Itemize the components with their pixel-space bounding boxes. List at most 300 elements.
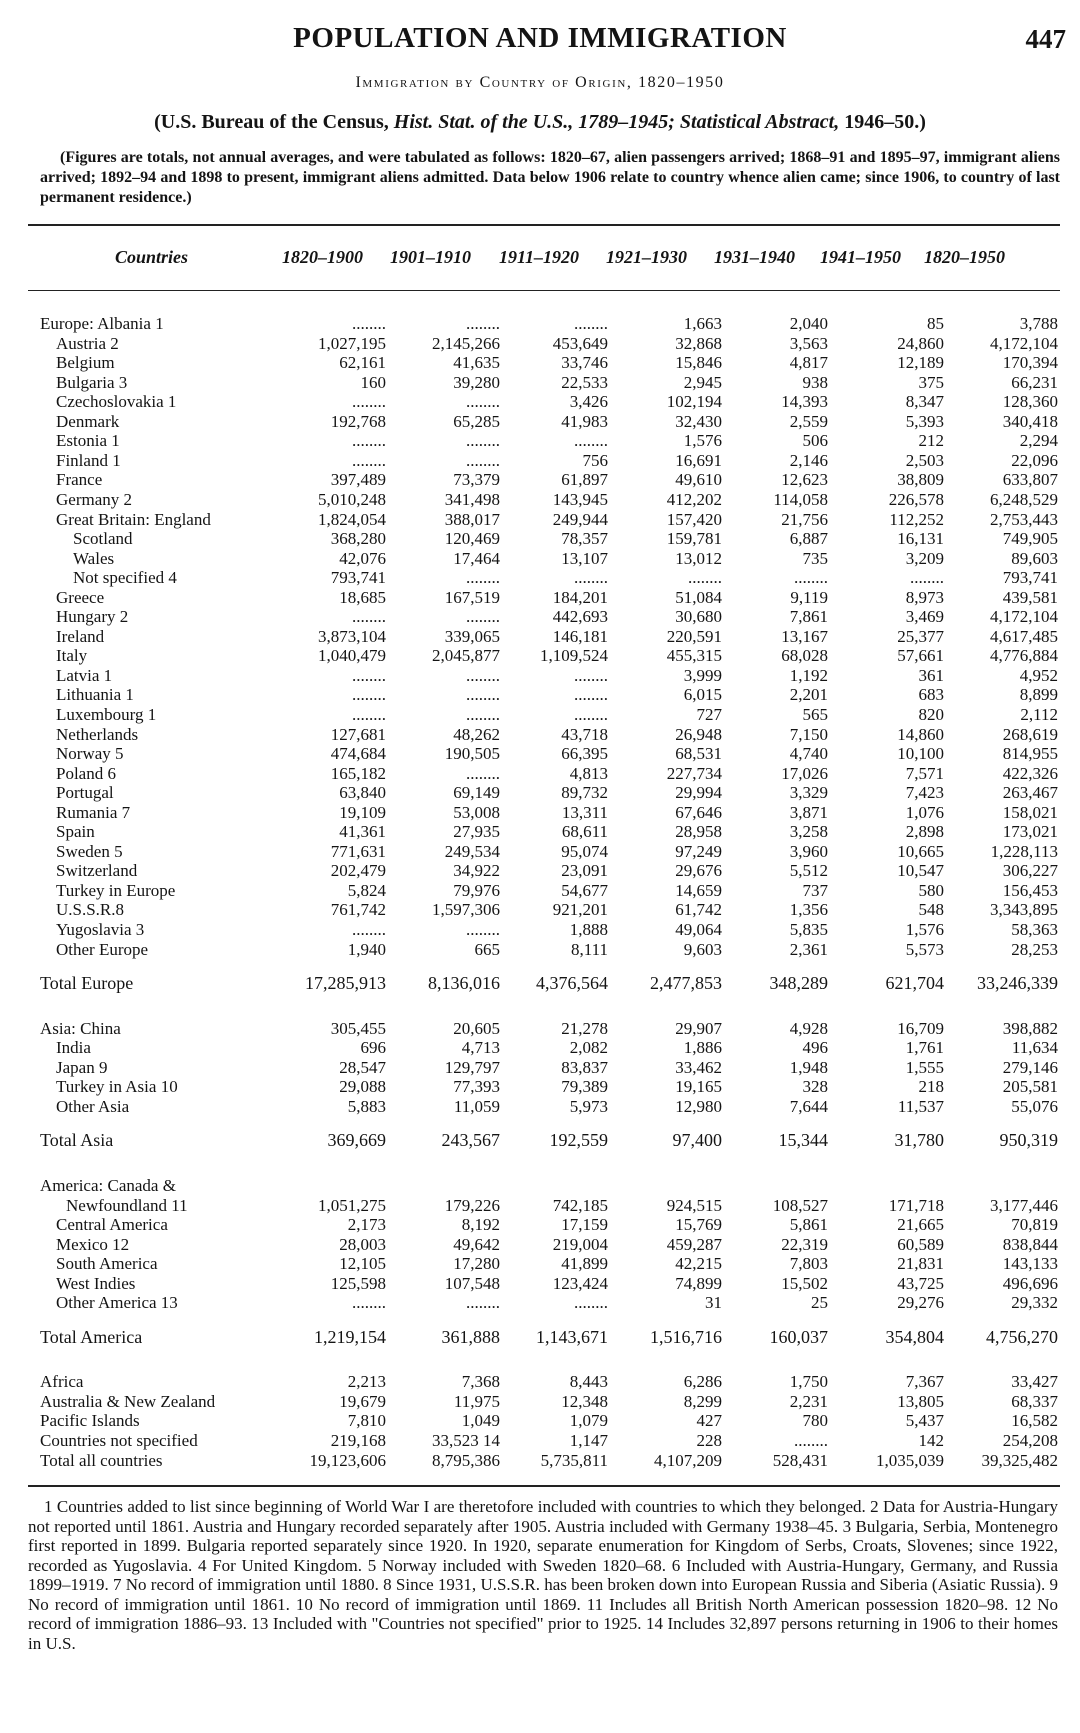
cell-1931–1940: 4,817 bbox=[789, 353, 828, 372]
cell-1820–1900: 17,285,913 bbox=[305, 973, 386, 993]
cell-1941–1950: 1,076 bbox=[905, 803, 944, 822]
cell-1820–1900: ........ bbox=[352, 705, 386, 724]
cell-1820–1950: 3,343,895 bbox=[990, 900, 1058, 919]
cell-1911–1920: 13,311 bbox=[561, 803, 608, 822]
table-row bbox=[0, 1077, 1080, 1097]
row-label: Netherlands bbox=[56, 725, 139, 744]
row-label: Poland 6 bbox=[56, 764, 116, 783]
cell-1941–1950: 683 bbox=[918, 685, 944, 704]
cell-1901–1910: 339,065 bbox=[444, 627, 500, 646]
cell-1820–1950: 496,696 bbox=[1002, 1274, 1058, 1293]
cell-1931–1940: 114,058 bbox=[773, 490, 828, 509]
cell-1921–1930: 29,907 bbox=[675, 1019, 722, 1038]
cell-1931–1940: 4,740 bbox=[789, 744, 828, 763]
cell-1820–1950: 39,325,482 bbox=[981, 1451, 1058, 1470]
cell-1901–1910: 243,567 bbox=[441, 1130, 500, 1150]
cell-1941–1950: 2,503 bbox=[905, 451, 944, 470]
cell-1820–1900: 5,883 bbox=[347, 1097, 386, 1116]
table-row bbox=[0, 1235, 1080, 1255]
cell-1820–1900: 125,598 bbox=[330, 1274, 386, 1293]
cell-1820–1950: 398,882 bbox=[1002, 1019, 1058, 1038]
row-label: Denmark bbox=[56, 412, 120, 431]
cell-1921–1930: 924,515 bbox=[666, 1196, 722, 1215]
cell-1820–1950: 814,955 bbox=[1002, 744, 1058, 763]
cell-1901–1910: 17,280 bbox=[453, 1254, 500, 1273]
column-header-1901-1910: 1901–1910 bbox=[390, 247, 471, 267]
cell-1941–1950: 5,437 bbox=[905, 1411, 944, 1430]
row-label: America: Canada & bbox=[40, 1176, 176, 1195]
row-label: Turkey in Europe bbox=[56, 881, 176, 900]
cell-1820–1900: 192,768 bbox=[330, 412, 386, 431]
cell-1820–1950: 173,021 bbox=[1002, 822, 1058, 841]
cell-1921–1930: 102,194 bbox=[666, 392, 722, 411]
cell-1901–1910: 41,635 bbox=[453, 353, 500, 372]
row-label: Total Europe bbox=[40, 973, 134, 993]
cell-1820–1950: 33,246,339 bbox=[977, 973, 1058, 993]
cell-1931–1940: 565 bbox=[802, 705, 828, 724]
cell-1901–1910: ........ bbox=[466, 705, 500, 724]
cell-1820–1900: 1,824,054 bbox=[318, 510, 386, 529]
cell-1901–1910: 73,379 bbox=[453, 470, 500, 489]
cell-1901–1910: ........ bbox=[466, 666, 500, 685]
cell-1901–1910: 179,226 bbox=[444, 1196, 500, 1215]
cell-1941–1950: 1,576 bbox=[905, 920, 944, 939]
table-row bbox=[0, 1451, 1080, 1471]
row-label: Turkey in Asia 10 bbox=[56, 1077, 178, 1096]
cell-1941–1950: 5,573 bbox=[905, 940, 944, 959]
cell-1911–1920: 219,004 bbox=[552, 1235, 608, 1254]
cell-1911–1920: 13,107 bbox=[561, 549, 608, 568]
cell-1820–1900: ........ bbox=[352, 920, 386, 939]
column-header-1820-1950: 1820–1950 bbox=[924, 247, 1005, 267]
cell-1820–1950: 58,363 bbox=[1011, 920, 1058, 939]
cell-1820–1900: 1,940 bbox=[347, 940, 386, 959]
cell-1921–1930: 32,868 bbox=[675, 334, 722, 353]
row-label: Sweden 5 bbox=[56, 842, 123, 861]
cell-1901–1910: 34,922 bbox=[453, 861, 500, 880]
cell-1901–1910: 77,393 bbox=[453, 1077, 500, 1096]
cell-1820–1900: 5,824 bbox=[347, 881, 386, 900]
row-label: Bulgaria 3 bbox=[56, 373, 128, 392]
cell-1820–1900: 127,681 bbox=[330, 725, 386, 744]
cell-1921–1930: 29,676 bbox=[675, 861, 722, 880]
cell-1921–1930: 1,663 bbox=[683, 314, 722, 333]
cell-1931–1940: 2,361 bbox=[789, 940, 828, 959]
cell-1931–1940: 4,928 bbox=[789, 1019, 828, 1038]
cell-1931–1940: 496 bbox=[802, 1038, 828, 1057]
cell-1921–1930: 97,249 bbox=[675, 842, 722, 861]
table-row bbox=[0, 412, 1080, 432]
cell-1911–1920: 5,973 bbox=[569, 1097, 608, 1116]
cell-1901–1910: 249,534 bbox=[444, 842, 500, 861]
table-row bbox=[0, 334, 1080, 354]
table-row bbox=[0, 666, 1080, 686]
cell-1901–1910: 4,713 bbox=[461, 1038, 500, 1057]
cell-1901–1910: 48,262 bbox=[453, 725, 500, 744]
page-number: 447 bbox=[1025, 24, 1066, 54]
table-row bbox=[0, 1019, 1080, 1039]
cell-1820–1950: 749,905 bbox=[1002, 529, 1058, 548]
cell-1921–1930: 412,202 bbox=[666, 490, 722, 509]
cell-1820–1950: 2,294 bbox=[1019, 431, 1058, 450]
cell-1941–1950: 25,377 bbox=[897, 627, 944, 646]
source-suffix: 1946–50.) bbox=[844, 111, 926, 133]
table-row bbox=[0, 588, 1080, 608]
cell-1820–1950: 128,360 bbox=[1002, 392, 1058, 411]
table-row bbox=[0, 490, 1080, 510]
table-row bbox=[0, 1372, 1080, 1392]
cell-1941–1950: 8,347 bbox=[905, 392, 944, 411]
table-row bbox=[0, 764, 1080, 784]
cell-1921–1930: ........ bbox=[688, 568, 722, 587]
cell-1901–1910: 27,935 bbox=[453, 822, 500, 841]
cell-1931–1940: 328 bbox=[802, 1077, 828, 1096]
cell-1820–1900: 18,685 bbox=[339, 588, 386, 607]
cell-1921–1930: 51,084 bbox=[675, 588, 722, 607]
cell-1931–1940: 7,644 bbox=[789, 1097, 828, 1116]
row-label: Ireland bbox=[56, 627, 105, 646]
cell-1911–1920: 17,159 bbox=[561, 1215, 608, 1234]
cell-1931–1940: 528,431 bbox=[772, 1451, 828, 1470]
row-label: Other Europe bbox=[56, 940, 149, 959]
cell-1941–1950: 57,661 bbox=[897, 646, 944, 665]
cell-1941–1950: 375 bbox=[918, 373, 944, 392]
cell-1901–1910: 8,192 bbox=[461, 1215, 500, 1234]
cell-1931–1940: 2,559 bbox=[789, 412, 828, 431]
total-row bbox=[0, 973, 1080, 993]
cell-1820–1900: 165,182 bbox=[330, 764, 386, 783]
cell-1911–1920: 8,443 bbox=[569, 1372, 608, 1391]
cell-1820–1900: 1,051,275 bbox=[318, 1196, 386, 1215]
cell-1820–1950: 8,899 bbox=[1019, 685, 1058, 704]
row-label: Not specified 4 bbox=[73, 568, 177, 587]
cell-1820–1900: ........ bbox=[352, 451, 386, 470]
cell-1911–1920: 1,143,671 bbox=[536, 1327, 608, 1347]
table-row bbox=[0, 353, 1080, 373]
column-header-countries: Countries bbox=[115, 247, 189, 267]
table-subtitle: Immigration by Country of Origin, 1820–1950 bbox=[355, 74, 725, 91]
table-row bbox=[0, 510, 1080, 530]
row-label: Hungary 2 bbox=[56, 607, 129, 626]
cell-1941–1950: 621,704 bbox=[885, 973, 944, 993]
cell-1931–1940: 3,563 bbox=[789, 334, 828, 353]
cell-1911–1920: 41,983 bbox=[561, 412, 608, 431]
cell-1820–1950: 422,326 bbox=[1002, 764, 1058, 783]
cell-1931–1940: 1,948 bbox=[789, 1058, 828, 1077]
cell-1901–1910: 341,498 bbox=[444, 490, 500, 509]
row-label: Norway 5 bbox=[56, 744, 124, 763]
row-label: Finland 1 bbox=[56, 451, 121, 470]
cell-1941–1950: 38,809 bbox=[897, 470, 944, 489]
cell-1820–1900: 3,873,104 bbox=[318, 627, 386, 646]
cell-1820–1950: 158,021 bbox=[1002, 803, 1058, 822]
table-note-text: (Figures are totals, not annual averages, and were tabulated as follows: 1820–67, alien passengers arrived; 1868–91 and 1895–97, immigrant aliens arrived; 1892–94 and 1898 to present, immigrant aliens admitted. Data below 1906 relate to country whence alien came; since 1906, to country of last permanent residence.) bbox=[40, 149, 1060, 206]
table-row bbox=[0, 783, 1080, 803]
cell-1931–1940: 3,258 bbox=[789, 822, 828, 841]
cell-1911–1920: 123,424 bbox=[552, 1274, 608, 1293]
source-prefix: (U.S. Bureau of the Census, bbox=[154, 111, 389, 133]
cell-1820–1900: ........ bbox=[352, 314, 386, 333]
table-row bbox=[0, 920, 1080, 940]
cell-1901–1910: 17,464 bbox=[453, 549, 500, 568]
table-row bbox=[0, 568, 1080, 588]
cell-1911–1920: 192,559 bbox=[549, 1130, 608, 1150]
cell-1921–1930: 30,680 bbox=[675, 607, 722, 626]
cell-1911–1920: 33,746 bbox=[561, 353, 608, 372]
table-row bbox=[0, 627, 1080, 647]
cell-1941–1950: 11,537 bbox=[897, 1097, 944, 1116]
cell-1921–1930: 220,591 bbox=[666, 627, 722, 646]
table-row bbox=[0, 842, 1080, 862]
cell-1820–1950: 306,227 bbox=[1002, 861, 1058, 880]
footnotes-text: 1 Countries added to list since beginning of World War I are theretofore included with countries to which they belonged. 2 Data for Austria-Hungary not reported until 1861. Austria and Hungary recorded separately after 1905. Austria included with Germany 1938–45. 3 Bulgaria, Serbia, Montenegro first reported in 1899. Bulgaria reported separately since 1920. In 1920, separate enumeration for Kingdom of Serbs, Croats, Slovenes; since 1922, recorded as Yugoslavia. 4 For United Kingdom. 5 Norway included with Sweden 1820–68. 6 Included with Austria-Hungary, Germany, and Russia 1899–1919. 7 No record of immigration until 1880. 8 Since 1931, U.S.S.R. has been broken down into European Russia and Siberia (Asiatic Russia). 9 No record of immigration until 1861. 10 No record of immigration until 1869. 11 Includes all British North American possession 1820–98. 12 No record of immigration 1886–93. 13 Included with "Countries not specified" prior to 1925. 14 Includes 32,897 persons returning in 1906 to their homes in U.S. bbox=[28, 1497, 1058, 1653]
cell-1921–1930: 49,064 bbox=[675, 920, 722, 939]
cell-1941–1950: 10,547 bbox=[897, 861, 944, 880]
cell-1911–1920: 1,888 bbox=[569, 920, 608, 939]
cell-1931–1940: 68,028 bbox=[781, 646, 828, 665]
cell-1901–1910: 7,368 bbox=[461, 1372, 500, 1391]
cell-1820–1900: 305,455 bbox=[330, 1019, 386, 1038]
cell-1931–1940: 22,319 bbox=[781, 1235, 828, 1254]
cell-1820–1950: 16,582 bbox=[1011, 1411, 1058, 1430]
cell-1921–1930: 6,015 bbox=[683, 685, 722, 704]
cell-1911–1920: 78,357 bbox=[561, 529, 608, 548]
cell-1911–1920: ........ bbox=[574, 568, 608, 587]
cell-1901–1910: 665 bbox=[474, 940, 500, 959]
cell-1921–1930: 31 bbox=[705, 1293, 722, 1312]
source-works: Hist. Stat. of the U.S., 1789–1945; Statistical Abstract, bbox=[393, 111, 840, 133]
cell-1820–1950: 3,788 bbox=[1019, 314, 1058, 333]
cell-1820–1950: 66,231 bbox=[1011, 373, 1058, 392]
row-label: Asia: China bbox=[40, 1019, 121, 1038]
table-row bbox=[0, 1097, 1080, 1117]
row-label: Great Britain: England bbox=[56, 510, 211, 529]
cell-1820–1900: 368,280 bbox=[330, 529, 386, 548]
cell-1820–1950: 29,332 bbox=[1011, 1293, 1058, 1312]
cell-1931–1940: 1,750 bbox=[789, 1372, 828, 1391]
cell-1911–1920: 146,181 bbox=[552, 627, 608, 646]
cell-1941–1950: 7,423 bbox=[905, 783, 944, 802]
cell-1901–1910: 53,008 bbox=[453, 803, 500, 822]
cell-1901–1910: 361,888 bbox=[441, 1327, 500, 1347]
column-header-1931-1940: 1931–1940 bbox=[714, 247, 795, 267]
cell-1820–1950: 4,756,270 bbox=[986, 1327, 1058, 1347]
cell-1820–1900: 19,679 bbox=[339, 1392, 386, 1411]
cell-1820–1900: 19,109 bbox=[339, 803, 386, 822]
cell-1921–1930: 97,400 bbox=[672, 1130, 722, 1150]
row-label: Wales bbox=[73, 549, 115, 568]
cell-1921–1930: 4,107,209 bbox=[654, 1451, 722, 1470]
cell-1921–1930: 427 bbox=[696, 1411, 722, 1430]
cell-1820–1900: 41,361 bbox=[339, 822, 386, 841]
table-row bbox=[0, 744, 1080, 764]
cell-1931–1940: 13,167 bbox=[781, 627, 828, 646]
table-row bbox=[0, 1431, 1080, 1451]
cell-1820–1950: 4,172,104 bbox=[990, 607, 1058, 626]
cell-1921–1930: 67,646 bbox=[675, 803, 722, 822]
cell-1911–1920: 184,201 bbox=[552, 588, 608, 607]
table-row bbox=[0, 900, 1080, 920]
cell-1820–1900: 2,213 bbox=[347, 1372, 386, 1391]
cell-1820–1900: 761,742 bbox=[330, 900, 386, 919]
cell-1820–1900: 2,173 bbox=[347, 1215, 386, 1234]
row-label: Newfoundland 11 bbox=[66, 1196, 188, 1215]
cell-1921–1930: 13,012 bbox=[675, 549, 722, 568]
cell-1911–1920: 143,945 bbox=[552, 490, 608, 509]
table-row bbox=[0, 881, 1080, 901]
cell-1820–1900: 202,479 bbox=[330, 861, 386, 880]
cell-1820–1900: 474,684 bbox=[330, 744, 386, 763]
row-label: U.S.S.R.8 bbox=[56, 900, 125, 919]
cell-1921–1930: 14,659 bbox=[675, 881, 722, 900]
table-row bbox=[0, 822, 1080, 842]
cell-1941–1950: 7,367 bbox=[905, 1372, 944, 1391]
cell-1931–1940: 14,393 bbox=[781, 392, 828, 411]
cell-1911–1920: 54,677 bbox=[561, 881, 608, 900]
cell-1941–1950: 2,898 bbox=[905, 822, 944, 841]
cell-1921–1930: 2,945 bbox=[683, 373, 722, 392]
cell-1941–1950: 1,555 bbox=[905, 1058, 944, 1077]
cell-1911–1920: 3,426 bbox=[569, 392, 608, 411]
column-header-1911-1920: 1911–1920 bbox=[498, 247, 579, 267]
cell-1941–1950: 14,860 bbox=[897, 725, 944, 744]
column-header-1941-1950: 1941–1950 bbox=[820, 247, 901, 267]
cell-1901–1910: 79,976 bbox=[453, 881, 500, 900]
cell-1931–1940: 348,289 bbox=[769, 973, 828, 993]
row-label: Germany 2 bbox=[56, 490, 133, 509]
cell-1820–1950: 11,634 bbox=[1011, 1038, 1058, 1057]
cell-1911–1920: 5,735,811 bbox=[540, 1451, 608, 1470]
table-row bbox=[0, 1274, 1080, 1294]
row-label: Belgium bbox=[56, 353, 115, 372]
cell-1901–1910: ........ bbox=[466, 451, 500, 470]
cell-1820–1900: 696 bbox=[360, 1038, 386, 1057]
cell-1901–1910: 1,049 bbox=[461, 1411, 500, 1430]
row-label: Other Asia bbox=[56, 1097, 130, 1116]
cell-1820–1950: 950,319 bbox=[999, 1130, 1058, 1150]
cell-1931–1940: ........ bbox=[794, 568, 828, 587]
table-row bbox=[0, 725, 1080, 745]
cell-1820–1900: 1,040,479 bbox=[318, 646, 386, 665]
row-label: South America bbox=[56, 1254, 158, 1273]
row-label: Africa bbox=[40, 1372, 84, 1391]
cell-1820–1950: 279,146 bbox=[1002, 1058, 1058, 1077]
table-row bbox=[0, 646, 1080, 666]
cell-1921–1930: 157,420 bbox=[666, 510, 722, 529]
cell-1941–1950: 112,252 bbox=[889, 510, 944, 529]
cell-1820–1900: 7,810 bbox=[347, 1411, 386, 1430]
row-label: Scotland bbox=[73, 529, 133, 548]
table-row bbox=[0, 685, 1080, 705]
cell-1911–1920: 1,109,524 bbox=[540, 646, 608, 665]
row-label: Total America bbox=[40, 1327, 143, 1347]
table-row bbox=[0, 549, 1080, 569]
cell-1820–1900: 42,076 bbox=[339, 549, 386, 568]
cell-1820–1950: 170,394 bbox=[1002, 353, 1058, 372]
cell-1911–1920: 1,147 bbox=[569, 1431, 608, 1450]
cell-1901–1910: 107,548 bbox=[444, 1274, 500, 1293]
cell-1820–1900: ........ bbox=[352, 431, 386, 450]
cell-1941–1950: 142 bbox=[918, 1431, 944, 1450]
total-row bbox=[0, 1130, 1080, 1150]
cell-1901–1910: ........ bbox=[466, 568, 500, 587]
cell-1820–1950: 70,819 bbox=[1011, 1215, 1058, 1234]
cell-1901–1910: 190,505 bbox=[444, 744, 500, 763]
row-label: Rumania 7 bbox=[56, 803, 131, 822]
cell-1941–1950: 548 bbox=[918, 900, 944, 919]
table-row bbox=[0, 373, 1080, 393]
cell-1931–1940: 3,960 bbox=[789, 842, 828, 861]
cell-1941–1950: 354,804 bbox=[885, 1327, 944, 1347]
cell-1820–1950: 340,418 bbox=[1002, 412, 1058, 431]
cell-1931–1940: 2,201 bbox=[789, 685, 828, 704]
cell-1911–1920: 8,111 bbox=[571, 940, 608, 959]
cell-1901–1910: ........ bbox=[466, 685, 500, 704]
cell-1820–1950: 205,581 bbox=[1002, 1077, 1058, 1096]
cell-1941–1950: 29,276 bbox=[897, 1293, 944, 1312]
cell-1941–1950: 3,209 bbox=[905, 549, 944, 568]
cell-1921–1930: 19,165 bbox=[675, 1077, 722, 1096]
cell-1911–1920: 41,899 bbox=[561, 1254, 608, 1273]
cell-1911–1920: ........ bbox=[574, 314, 608, 333]
cell-1931–1940: 1,192 bbox=[789, 666, 828, 685]
cell-1941–1950: 12,189 bbox=[897, 353, 944, 372]
cell-1820–1900: 28,003 bbox=[339, 1235, 386, 1254]
cell-1941–1950: 13,805 bbox=[897, 1392, 944, 1411]
cell-1921–1930: 455,315 bbox=[666, 646, 722, 665]
table-row bbox=[0, 529, 1080, 549]
cell-1901–1910: 2,145,266 bbox=[432, 334, 500, 353]
cell-1931–1940: 25 bbox=[811, 1293, 828, 1312]
cell-1820–1950: 268,619 bbox=[1002, 725, 1058, 744]
cell-1820–1900: 369,669 bbox=[327, 1130, 386, 1150]
cell-1931–1940: 5,861 bbox=[789, 1215, 828, 1234]
cell-1820–1900: ........ bbox=[352, 666, 386, 685]
cell-1921–1930: 727 bbox=[696, 705, 722, 724]
row-label: Central America bbox=[56, 1215, 168, 1234]
cell-1911–1920: 66,395 bbox=[561, 744, 608, 763]
cell-1820–1900: 1,219,154 bbox=[314, 1327, 386, 1347]
cell-1921–1930: 1,576 bbox=[683, 431, 722, 450]
cell-1820–1950: 4,617,485 bbox=[990, 627, 1058, 646]
cell-1901–1910: 8,795,386 bbox=[432, 1451, 500, 1470]
row-label: Greece bbox=[56, 588, 105, 607]
table-row bbox=[0, 1293, 1080, 1313]
table-row bbox=[0, 470, 1080, 490]
cell-1820–1900: 219,168 bbox=[330, 1431, 386, 1450]
cell-1941–1950: 1,761 bbox=[905, 1038, 944, 1057]
cell-1820–1900: 19,123,606 bbox=[309, 1451, 386, 1470]
cell-1820–1950: 33,427 bbox=[1011, 1372, 1058, 1391]
cell-1931–1940: 9,119 bbox=[790, 588, 828, 607]
cell-1921–1930: 159,781 bbox=[666, 529, 722, 548]
table-row bbox=[0, 314, 1080, 334]
row-label: Portugal bbox=[56, 783, 114, 802]
cell-1820–1950: 68,337 bbox=[1011, 1392, 1058, 1411]
cell-1911–1920: ........ bbox=[574, 1293, 608, 1312]
cell-1820–1900: 28,547 bbox=[339, 1058, 386, 1077]
cell-1921–1930: 228 bbox=[696, 1431, 722, 1450]
cell-1911–1920: 4,813 bbox=[569, 764, 608, 783]
table-row bbox=[0, 1215, 1080, 1235]
row-label: Italy bbox=[56, 646, 88, 665]
table-row bbox=[0, 705, 1080, 725]
cell-1911–1920: 742,185 bbox=[552, 1196, 608, 1215]
row-label: Spain bbox=[56, 822, 95, 841]
footnotes bbox=[28, 1497, 1058, 1653]
cell-1820–1900: ........ bbox=[352, 392, 386, 411]
cell-1941–1950: 16,131 bbox=[897, 529, 944, 548]
